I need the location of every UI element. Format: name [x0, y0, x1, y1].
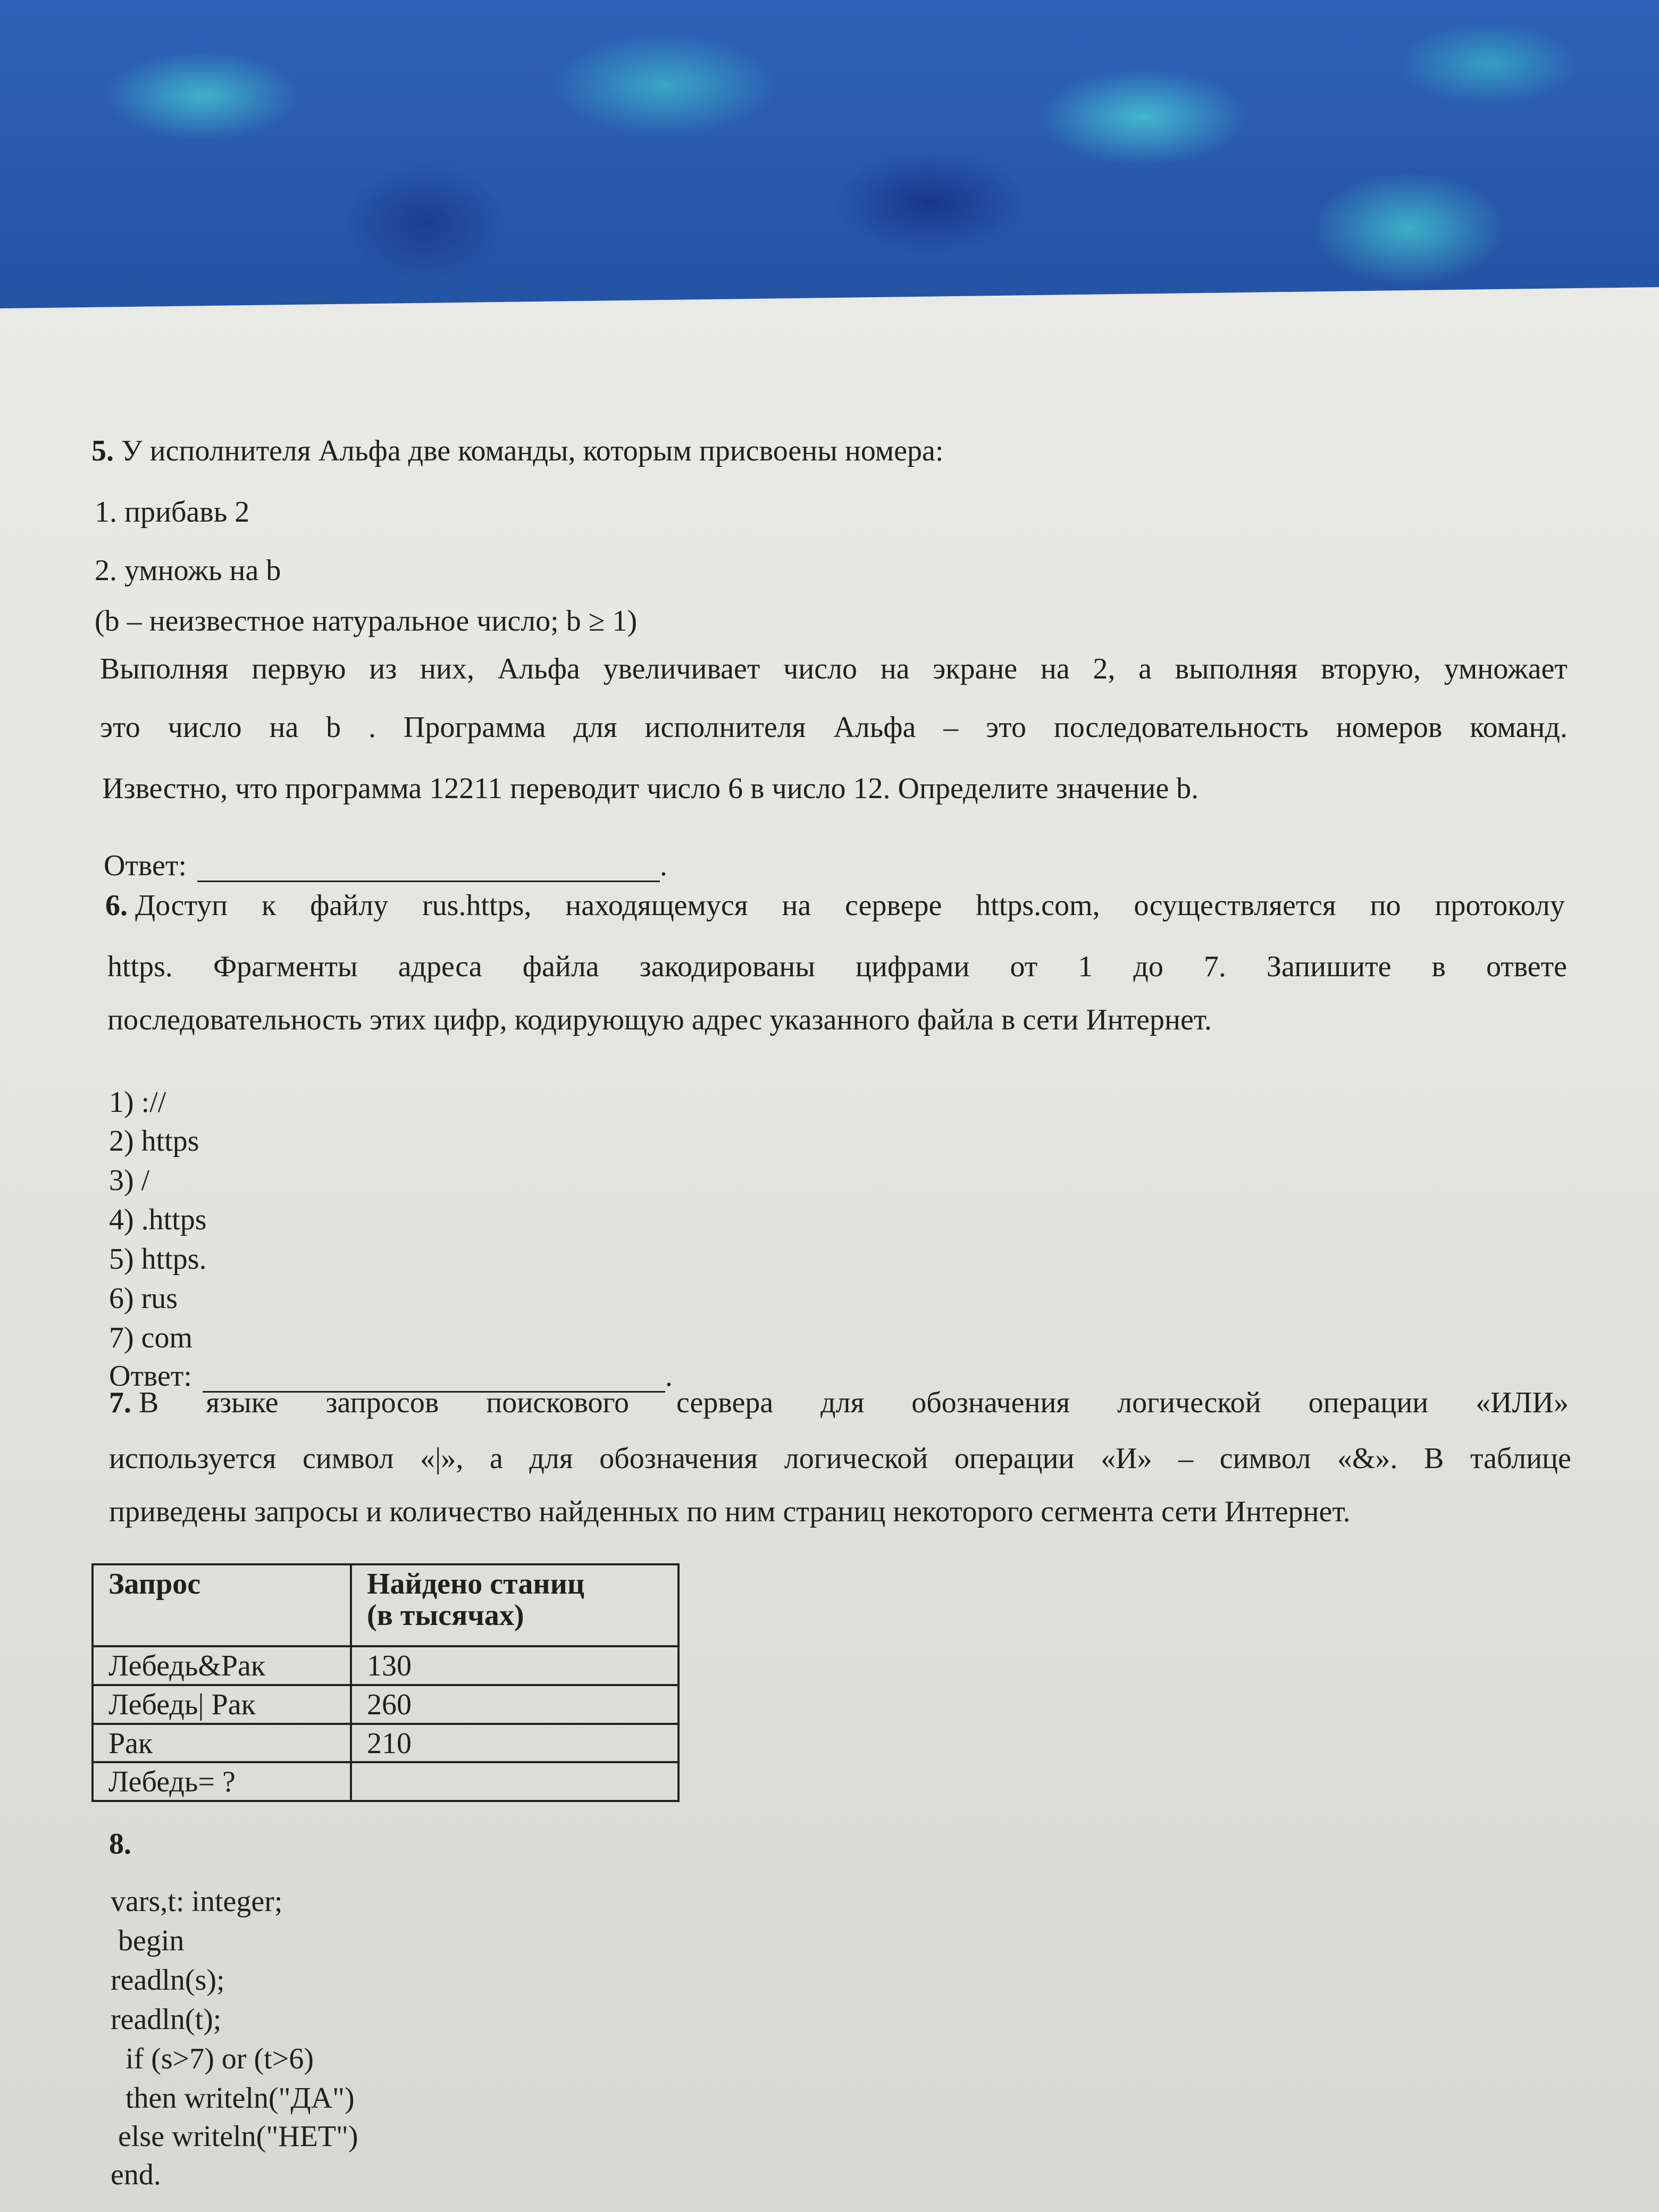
word: первую [252, 652, 346, 685]
word: Выполняя [100, 652, 229, 685]
word: символ [302, 1442, 394, 1475]
table-cell-query: Лебедь&Рак [93, 1646, 351, 1685]
task5-answer-field[interactable] [197, 851, 660, 882]
task5-intro: 5. У исполнителя Альфа две команды, которым присвоены номера: [91, 434, 944, 467]
word: b [326, 711, 341, 744]
word: а [489, 1442, 503, 1475]
word: это [100, 711, 140, 744]
code-line-8: end. [111, 2158, 161, 2191]
word: число [783, 652, 857, 685]
task6-text-line-3: последовательность этих цифр, кодирующую адрес указанного файла в сети Интернет. [107, 1003, 1212, 1036]
word: осуществляется [1134, 889, 1336, 922]
word: обозначения [911, 1386, 1070, 1419]
word: логической [1117, 1386, 1261, 1419]
word: исполнителя [644, 711, 806, 744]
task5-answer: Ответ: . [104, 849, 667, 882]
task6-option-1: 1) :// [109, 1086, 166, 1119]
word: на [880, 652, 910, 685]
task5-command-1: 1. прибавь 2 [95, 496, 250, 529]
word: 6. Доступ [105, 889, 228, 922]
word: цифрами [856, 950, 970, 983]
word: для [573, 711, 617, 744]
word: Программа [403, 711, 546, 744]
word: https.com, [976, 889, 1100, 922]
word: В [1424, 1442, 1444, 1475]
word: Запишите [1266, 950, 1392, 983]
word: языке [206, 1386, 279, 1419]
table-header-query: Запрос [93, 1564, 351, 1646]
word: протоколу [1435, 889, 1565, 922]
table-cell-count: 210 [351, 1724, 678, 1763]
word: сервере [845, 889, 942, 922]
word: таблице [1470, 1442, 1571, 1475]
word: «&». [1337, 1442, 1398, 1475]
word: команд. [1470, 711, 1568, 744]
word: обозначения [599, 1442, 758, 1475]
table-cell-count: 130 [351, 1646, 678, 1685]
word: rus.https, [422, 889, 532, 922]
word: 2, [1093, 652, 1116, 685]
word: в [1431, 950, 1446, 983]
word: умножает [1444, 652, 1568, 685]
word: на [782, 889, 811, 922]
word: «ИЛИ» [1476, 1386, 1569, 1419]
code-line-1: vars,t: integer; [111, 1885, 283, 1918]
word: сервера [676, 1386, 774, 1419]
task6-option-7: 7) com [109, 1321, 193, 1354]
word: до [1133, 950, 1163, 983]
word: файла [522, 950, 599, 983]
word: – [1178, 1442, 1194, 1475]
task6-option-6: 6) rus [109, 1282, 178, 1315]
table-row [93, 1762, 678, 1801]
table-cell-query: Лебедь= ? [93, 1762, 351, 1801]
word: логической [784, 1442, 928, 1475]
word: операции [1308, 1386, 1429, 1419]
word: Альфа [497, 652, 580, 685]
word: 1 [1078, 950, 1093, 983]
word: а [1138, 652, 1152, 685]
task6-text-line-2 [107, 952, 1567, 982]
word: 7. [1203, 950, 1226, 983]
task5-command-2: 2. умножь на b [95, 554, 281, 587]
task6-option-5: 5) https. [109, 1243, 207, 1276]
table-row [93, 1685, 678, 1724]
word: «|», [420, 1442, 464, 1475]
table-header-row [93, 1564, 678, 1646]
code-line-2: begin [111, 1924, 185, 1957]
code-line-3: readln(s); [111, 1964, 225, 1997]
word: 7. В [109, 1386, 159, 1419]
code-line-6: then writeln("ДА") [111, 2082, 355, 2115]
word: адреса [398, 950, 482, 983]
word: для [820, 1386, 865, 1419]
task7-text-line-3: приведены запросы и количество найденных по ним страниц некоторого сегмента сети Интернет. [109, 1495, 1351, 1528]
code-line-7: else writeln("НЕТ") [111, 2120, 358, 2153]
word: Альфа [833, 711, 916, 744]
queries-table [91, 1563, 680, 1802]
task6-option-3: 3) / [109, 1164, 150, 1197]
task6-option-2: 2) https [109, 1125, 199, 1158]
word: на [1040, 652, 1070, 685]
word: поискового [486, 1386, 630, 1419]
code-line-5: if (s>7) or (t>6) [111, 2042, 314, 2075]
word: выполняя [1175, 652, 1298, 685]
word: от [1010, 950, 1038, 983]
word: номеров [1336, 711, 1443, 744]
table-row [93, 1724, 678, 1763]
task8-number: 8. [109, 1828, 131, 1861]
word: к [262, 889, 276, 922]
table-cell-query: Рак [93, 1724, 351, 1763]
table-header-found: Найдено станиц (в тысячах) [351, 1564, 678, 1646]
table-cell-count[interactable] [351, 1762, 678, 1801]
word: операции [954, 1442, 1075, 1475]
word: закодированы [639, 950, 815, 983]
code-line-4: readln(t); [111, 2003, 222, 2036]
table-row [93, 1646, 678, 1685]
task6-answer: Ответ: . [109, 1360, 673, 1393]
word: находящемуся [565, 889, 748, 922]
word: вторую, [1321, 652, 1421, 685]
word: файлу [310, 889, 389, 922]
task5-text-line-3: Известно, что программа 12211 переводит число 6 в число 12. Определите значение b. [102, 772, 1199, 805]
word: «И» [1101, 1442, 1152, 1475]
word: используется [109, 1442, 276, 1475]
task6-option-4: 4) .https [109, 1203, 207, 1236]
task5-text-line-2 [100, 713, 1568, 742]
task7-text-line-2 [109, 1444, 1571, 1473]
word: это [986, 711, 1026, 744]
table-cell-query: Лебедь| Рак [93, 1685, 351, 1724]
word: число [167, 711, 242, 744]
word: . [368, 711, 376, 744]
word: ответе [1486, 950, 1567, 983]
word: из [369, 652, 397, 685]
word: экране [933, 652, 1018, 685]
word: https. [107, 950, 173, 983]
word: них, [420, 652, 474, 685]
task5-text-line-1 [100, 654, 1568, 684]
word: символ [1219, 1442, 1311, 1475]
word: – [943, 711, 959, 744]
word: на [269, 711, 299, 744]
task6-text-line-1 [105, 891, 1565, 920]
word: запросов [325, 1386, 439, 1419]
word: последовательность [1053, 711, 1309, 744]
word: по [1370, 889, 1401, 922]
word: увеличивает [603, 652, 760, 685]
table-cell-count: 260 [351, 1685, 678, 1724]
task7-text-line-1 [109, 1388, 1569, 1418]
word: Фрагменты [213, 950, 358, 983]
task5-note: (b – неизвестное натуральное число; b ≥ 1) [95, 605, 638, 638]
word: для [529, 1442, 573, 1475]
